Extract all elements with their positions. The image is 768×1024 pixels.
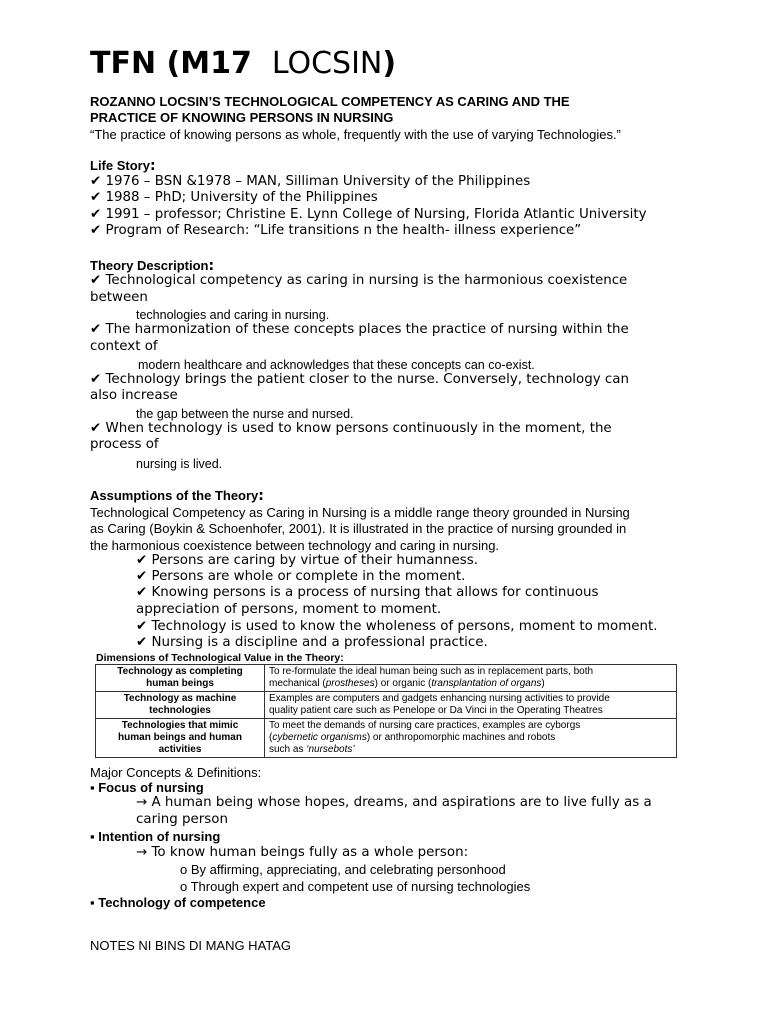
life-story-heading: Life Story:	[90, 158, 156, 174]
table-value-cell: Examples are computers and gadgets enhancing nursing activities to provide quality patient care such as Penelope or Da Vinci in the Operating Theatres	[265, 692, 677, 719]
theory-line: process of	[90, 437, 159, 452]
table-row	[96, 719, 677, 758]
footer-note: NOTES NI BINS DI MANG HATAG	[90, 938, 292, 953]
theory-line: modern healthcare and acknowledges that these concepts can co-exist.	[138, 358, 535, 372]
assumptions-paragraph-line: Technological Competency as Caring in Nursing is a middle range theory grounded in Nursing	[90, 505, 630, 520]
assumptions-paragraph-line: as Caring (Boykin & Schoenhofer, 2001). It is illustrated in the practice of nursing grounded in	[90, 521, 627, 536]
concept-definition: caring person	[136, 812, 228, 827]
table-key-cell: Technologies that mimic human beings and human activities	[96, 719, 265, 758]
theory-line: nursing is lived.	[136, 457, 223, 471]
dimensions-table	[95, 664, 677, 758]
theory-line: ✔ When technology is used to know persons continuously in the moment, the	[90, 421, 612, 436]
theory-description-heading: Theory Description:	[90, 258, 215, 274]
title-bold-part: TFN (M17	[90, 46, 252, 81]
table-title: Dimensions of Technological Value in the Theory:	[96, 652, 344, 664]
life-story-item: ✔ Program of Research: “Life transitions n the health- illness experience”	[90, 223, 582, 238]
assumption-item: ✔ Knowing persons is a process of nursing that allows for continuous	[136, 585, 599, 600]
theory-line: context of	[90, 339, 158, 354]
concept-definition: → To know human beings fully as a whole person:	[136, 845, 469, 860]
assumptions-heading: Assumptions of the Theory:	[90, 488, 264, 504]
page-title	[90, 46, 396, 82]
assumptions-paragraph-line: the harmonious coexistence between technology and caring in nursing.	[90, 538, 500, 553]
life-story-item: ✔ 1991 – professor; Christine E. Lynn College of Nursing, Florida Atlantic University	[90, 207, 647, 222]
table-key-cell: Technology as machine technologies	[96, 692, 265, 719]
concept-label: ▪ Focus of nursing	[90, 780, 204, 795]
concept-definition: → A human being whose hopes, dreams, and aspirations are to live fully as a	[136, 795, 652, 810]
theory-line: ✔ The harmonization of these concepts places the practice of nursing within the	[90, 322, 629, 337]
concept-label: ▪ Intention of nursing	[90, 829, 221, 844]
assumption-item: appreciation of persons, moment to moment.	[136, 602, 442, 617]
table-value-cell: To meet the demands of nursing care practices, examples are cyborgs (cybernetic organisms) or anthropomorphic machines and robots such as ‘nursebots’	[265, 719, 677, 758]
table-row	[96, 665, 677, 692]
concept-sub-item: o By affirming, appreciating, and celebrating personhood	[180, 862, 506, 877]
assumption-item: ✔ Technology is used to know the wholeness of persons, moment to moment.	[136, 619, 658, 634]
table-key-cell: Technology as completing human beings	[96, 665, 265, 692]
theory-line: between	[90, 290, 148, 305]
table-value-cell: To re-formulate the ideal human being such as in replacement parts, both mechanical (prostheses) or organic (transplantation of organs)	[265, 665, 677, 692]
theory-line: technologies and caring in nursing.	[136, 308, 330, 322]
concepts-heading: Major Concepts & Definitions:	[90, 765, 262, 780]
subtitle-line-2: PRACTICE OF KNOWING PERSONS IN NURSING	[90, 110, 394, 125]
concept-label: ▪ Technology of competence	[90, 895, 266, 910]
table-row	[96, 692, 677, 719]
theory-line: ✔ Technological competency as caring in nursing is the harmonious coexistence	[90, 273, 628, 288]
concept-sub-item: o Through expert and competent use of nursing technologies	[180, 879, 531, 894]
life-story-item: ✔ 1988 – PhD; University of the Philippines	[90, 190, 378, 205]
life-story-item: ✔ 1976 – BSN &1978 – MAN, Silliman University of the Philippines	[90, 174, 531, 189]
title-regular-part: LOCSIN	[271, 46, 383, 81]
assumption-item: ✔ Nursing is a discipline and a professional practice.	[136, 635, 488, 650]
theory-line: ✔ Technology brings the patient closer to the nurse. Conversely, technology can	[90, 372, 629, 387]
theory-quote: “The practice of knowing persons as whole, frequently with the use of varying Technologies.”	[90, 127, 621, 142]
subtitle-line-1: ROZANNO LOCSIN’S TECHNOLOGICAL COMPETENCY AS CARING AND THE	[90, 94, 570, 109]
assumption-item: ✔ Persons are whole or complete in the moment.	[136, 569, 466, 584]
theory-line: the gap between the nurse and nursed.	[136, 407, 354, 421]
assumption-item: ✔ Persons are caring by virtue of their humanness.	[136, 553, 478, 568]
title-close: )	[382, 46, 397, 81]
theory-line: also increase	[90, 388, 178, 403]
